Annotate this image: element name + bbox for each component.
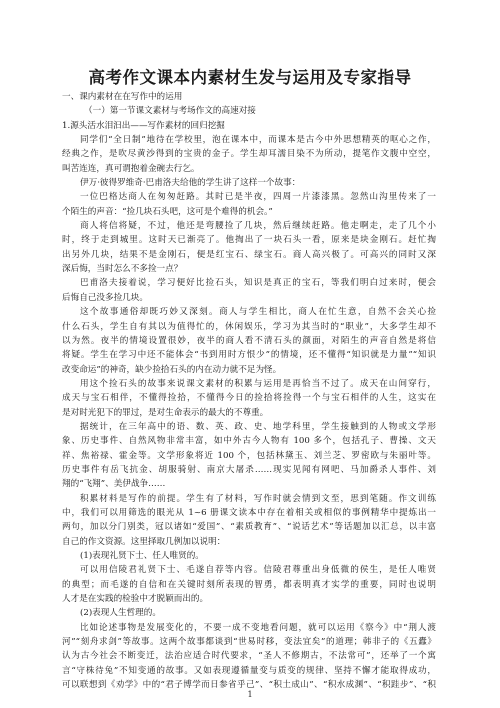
text-line: 深后悔，当时怎么不多捡一点？ — [62, 264, 183, 275]
text-line: 可以用信陵君礼贤下士、毛遂自荐等内容。信陵君尊重出身低微的侯生，是任人唯贤 — [80, 565, 436, 576]
text-line: 比如论述事物是发展变化的，不要一成不变地看问题，就可以运用《察今》中“荆人渡 — [80, 622, 436, 633]
text-line: 言“守株待兔”不知变通的故事。又如表现遵循量变与质变的规律、坚持不懈才能取得成功， — [62, 665, 436, 676]
text-line: 一、课内素材在在写作中的运用 — [62, 92, 183, 102]
text-line: (1)表现礼贤下士、任人唯贤的。 — [80, 551, 204, 561]
text-line: 出另外几块，结果不是金刚石，便是红宝石、绿宝石。商人高兴极了。可高兴的同时又深 — [62, 249, 436, 260]
text-line: 同学们“全日制”地待在学校里，泡在课本中，而课本是古今中外思想精英的呕心之作， — [80, 135, 436, 146]
text-line: 象、历史事件、自然风物非常丰富，如中外古今人物有 100 多个，包括孔子、曹操、文天 — [62, 436, 436, 447]
text-line: 以为然。夜半的情境设置很妙，夜半的商人看不清石头的颜面，对陌生的声音自然是将信 — [62, 335, 436, 346]
text-line: 河”“刻舟求剑”等故事。这两个故事都谈到“世易时移，变法宜矣”的道理；韩非子的《五蠹》 — [62, 637, 436, 648]
document-title: 高考作文课本内素材生发与运用及专家指导 — [88, 68, 412, 87]
text-line: 一位巴格达商人在匆匆赶路。其时已是半夜，四周一片漆漆黑。忽然山沟里传来了一 — [80, 192, 436, 203]
text-line: 历史事件有岳飞抗金、胡服骑射、南京大屠杀……现实见闻有网吧、马加爵杀人事件、刘 — [62, 464, 436, 475]
text-line: 翔的“飞翔”、美伊战争…… — [62, 479, 166, 490]
text-line: 两句，加以分门别类，冠以诸如“爱国”、“素质教育”、“说话艺术”等话题加以汇总，以丰富 — [62, 522, 436, 533]
text-line: 巴甫洛夫接着说，学习便好比捡石头，知识是真正的宝石，等我们明白过来时，便会 — [80, 278, 436, 289]
text-line: 时，终于走到城里。这时天已渐亮了。他掏出了一块石头一看，原来是块金刚石。赶忙掏 — [62, 235, 436, 246]
text-line: 个陌生的声音：“捡几块石头吧，这可是个难得的机会。” — [62, 206, 273, 217]
text-line: 的典型；而毛遂的自信和在关键时刻所表现的智勇，都表明真才实学的重要，同时也说明 — [62, 579, 436, 590]
text-line: 叫苦连连，真可谓抱着金碗去行乞。 — [62, 163, 200, 174]
text-line: 祥、焦裕禄、霍金等。文学形象将近 100 个，包括林黛玉、刘兰芝、罗密欧与朱丽叶等。 — [62, 450, 436, 461]
text-line: 将疑。学生在学习中还不能体会“书到用时方恨少”的情境，还不懂得“知识就是力量”“知识 — [62, 350, 436, 361]
text-line: 商人将信将疑，不过，他还是弯腰捡了几块，然后继续赶路。他走啊走，走了几个小 — [80, 221, 436, 232]
text-line: (2)表现人生哲理的。 — [80, 608, 161, 619]
text-line: 1.源头活水泪汩出——写作素材的回归挖掘 — [62, 120, 225, 131]
text-line: 中，我们可以用筛选的眼光从 1~6 册课文读本中存在着相关或相似的事例精华中提炼出一 — [62, 507, 436, 518]
text-line: 什么石头，学生自有其以为值得忙的，休闲娱乐，学习为其当时的“职业”，大多学生却不 — [62, 321, 436, 332]
text-line: 经典之作，是吹尽黄沙得到的宝贵的金子。学生却耳濡目染不为所动，提笔作文腹中空空， — [62, 149, 436, 160]
text-line: 认为古今社会不断变迁，法治应适合时代要求，“圣人不修期古，不法常可”，还举了一个寓 — [62, 651, 436, 662]
text-line: 积累材料是写作的前提。学生有了材料，写作时就会情到文至，思到笔随。作文训练 — [80, 493, 436, 504]
text-line: （一）第一节课文素材与考场作文的高速对接 — [84, 106, 256, 117]
text-line: 伊万·彼得罗维奇·巴甫洛夫给他的学生讲了这样一个故事： — [80, 178, 301, 189]
text-line: 据统计，在三年高中的语、数、英、政、史、地学科里，学生接触到的人物或文学形 — [80, 421, 436, 432]
text-line: 是对时光犯下的罪过，是对生命表示的最大的不尊重。 — [62, 407, 269, 418]
document-body — [62, 90, 436, 692]
text-line: 后悔自己没多捡几块。 — [62, 292, 148, 303]
text-line: 用这个捡石头的故事来说课文素材的积累与运用是再恰当不过了。成天在山间穿行， — [80, 378, 436, 389]
text-line: 改变命运”的神奇，缺少捡拾石头的内在动力就不足为怪。 — [62, 364, 282, 375]
text-line: 自己的作文资源。这里择取几例加以说明： — [62, 536, 226, 547]
text-line: 可以联想到《劝学》中的“君子博学而日参省乎己”、“积土成山”、“积水成渊”、“积跬步”、“积 — [62, 680, 436, 691]
page-number: 1 — [247, 690, 253, 699]
text-line: 人才是在实践的检验中才脱颖而出的。 — [62, 594, 209, 605]
text-line: 这个故事通俗却既巧妙又深刻。商人与学生相比，商人在忙生意，自然不会关心捡 — [80, 307, 436, 318]
text-line: 成天与宝石相伴，不懂得捡拾，不懂得今日的捡拾将捡得一个与宝石相伴的人生，这实在 — [62, 393, 436, 404]
